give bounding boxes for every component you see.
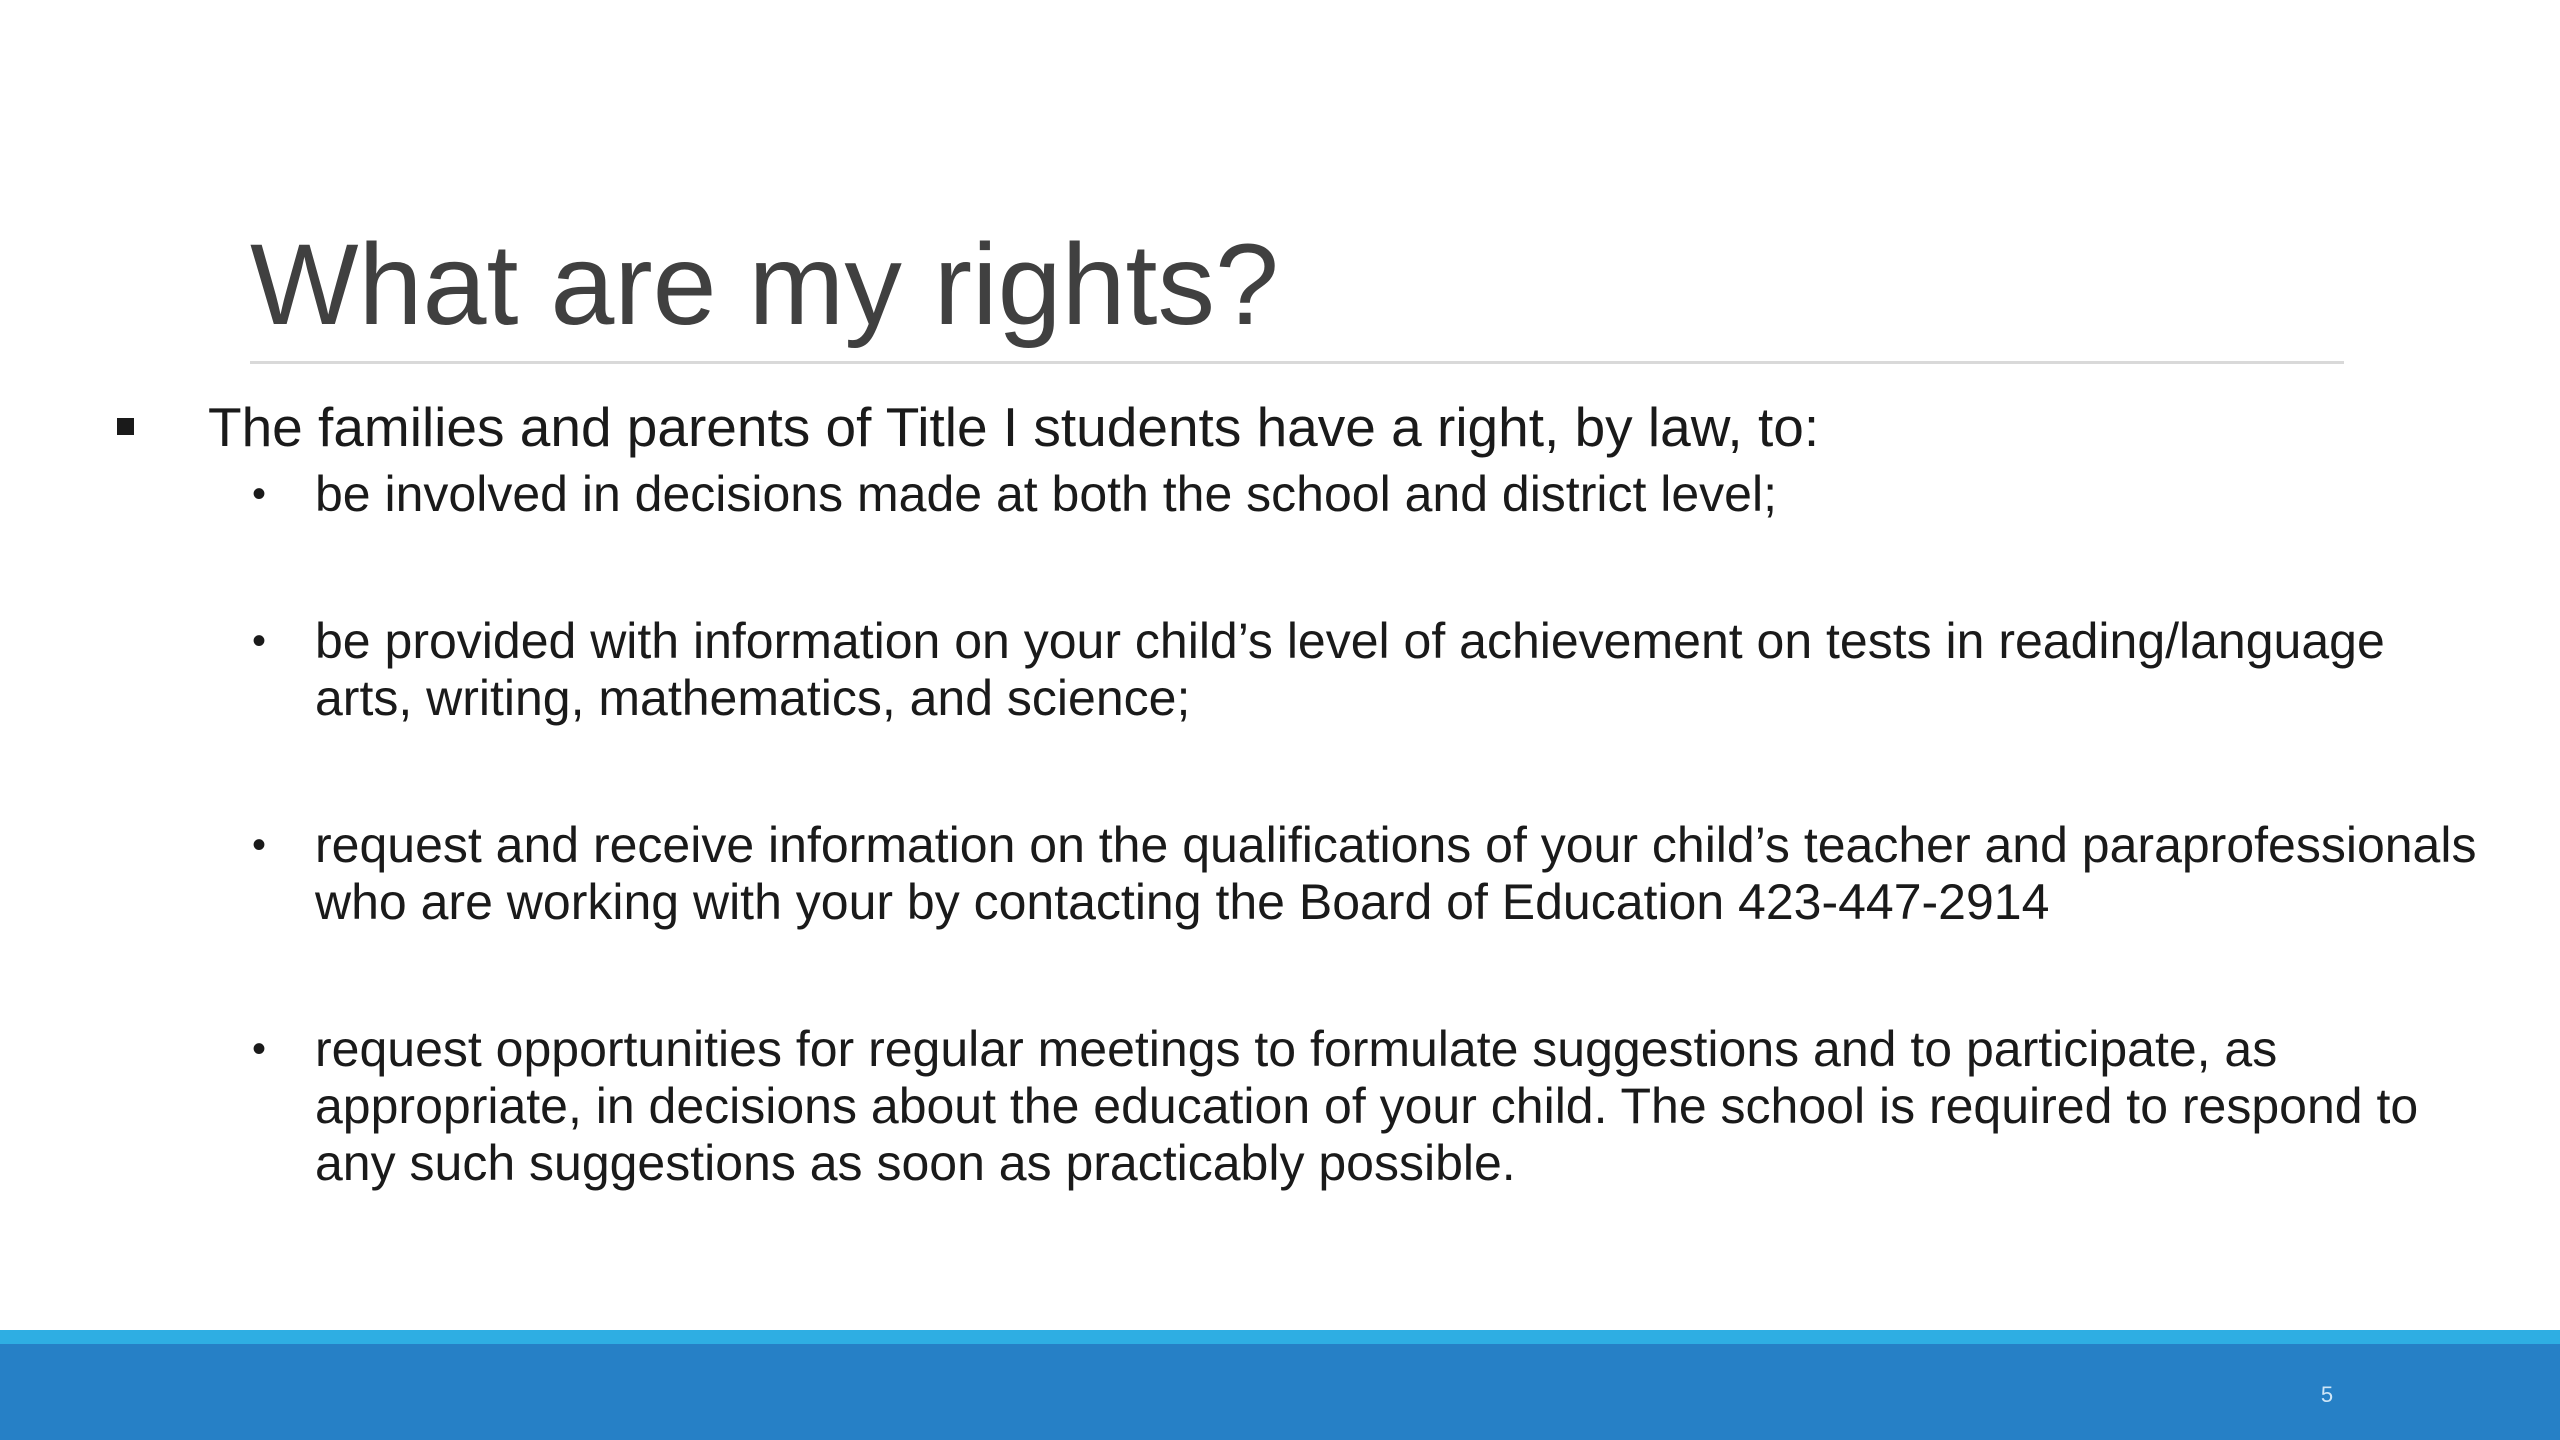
bullet-level1 bbox=[0, 392, 2560, 462]
round-bullet-icon: • bbox=[252, 1027, 267, 1071]
page-number: 5 bbox=[2320, 1382, 2334, 1407]
list-item-text: be provided with information on your child’s level of achievement on tests in reading/language arts, writing, mathematics, and science; bbox=[315, 613, 2385, 726]
list-item-text: request opportunities for regular meetings to formulate suggestions and to participate, as appropriate, in decisions about the education of your child. The school is required to respond to any such suggestions as soon as practicably possible. bbox=[315, 1021, 2419, 1191]
round-bullet-icon: • bbox=[252, 823, 267, 867]
footer-bar bbox=[0, 1344, 2560, 1440]
square-bullet-icon bbox=[117, 418, 134, 435]
slide-body bbox=[0, 392, 2560, 1192]
round-bullet-icon: • bbox=[252, 619, 267, 663]
footer-accent-stripe bbox=[0, 1330, 2560, 1344]
round-bullet-icon: • bbox=[252, 472, 267, 516]
list-item bbox=[0, 466, 2560, 523]
list-item-text: be involved in decisions made at both the school and district level; bbox=[315, 466, 1777, 522]
list-item bbox=[0, 817, 2560, 931]
slide-title: What are my rights? bbox=[250, 221, 1279, 349]
list-item bbox=[0, 1021, 2560, 1192]
intro-text: The families and parents of Title I students have a right, by law, to: bbox=[208, 396, 1820, 458]
list-item-text: request and receive information on the qualifications of your child’s teacher and paraprofessionals who are working with your by contacting the Board of Education 423-447-2914 bbox=[315, 817, 2477, 930]
list-item bbox=[0, 613, 2560, 727]
title-divider bbox=[250, 361, 2344, 364]
